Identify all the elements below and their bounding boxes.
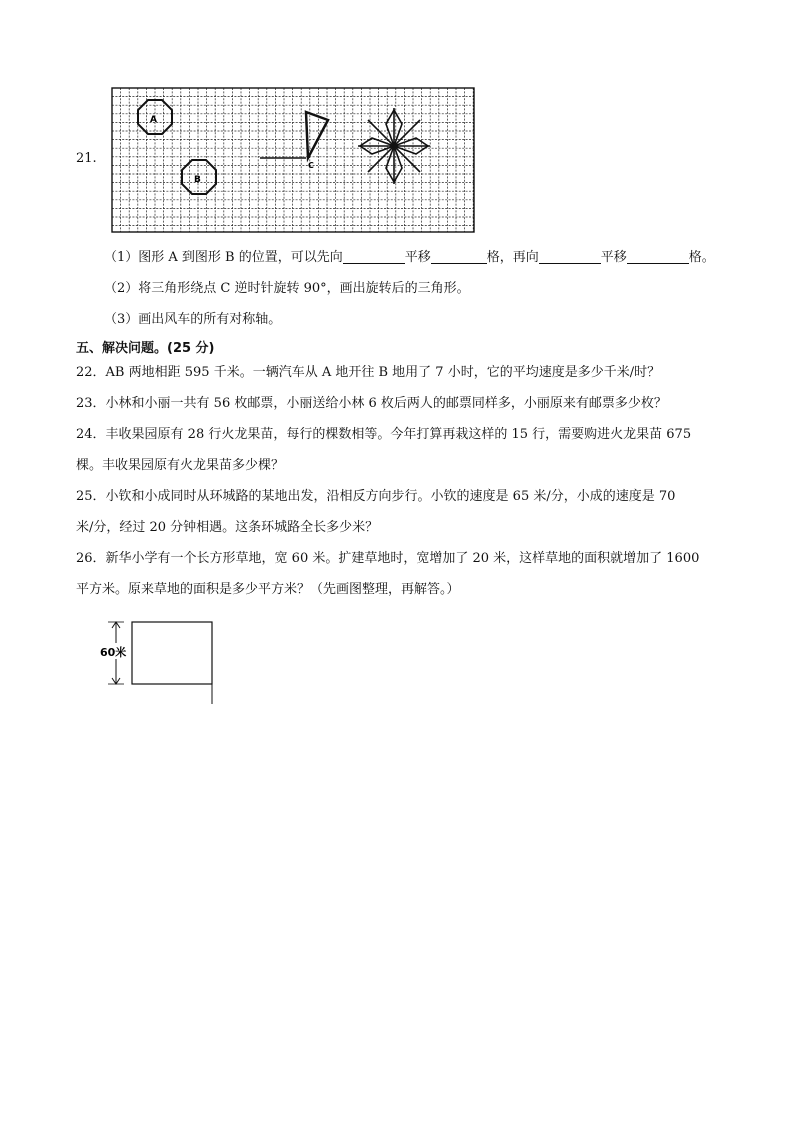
q21-sub1-text-3: 格，再向 [486, 250, 539, 265]
q24-line1: 24．丰收果园原有 28 行火龙果苗，每行的棵数相等。今年打算再栽这样的 15 行，需要购进火龙果苗 675 [76, 427, 692, 442]
blank-1[interactable] [343, 249, 405, 264]
q21-sub1-text-5: 格。 [688, 250, 715, 265]
windmill-figure [358, 108, 430, 184]
width-label: 60米 [100, 646, 127, 659]
q23-text: 23．小林和小丽一共有 56 枚邮票，小丽送给小林 6 枚后两人的邮票同样多，小丽原来有邮票多少枚？ [76, 396, 667, 411]
blank-4[interactable] [627, 249, 689, 264]
q21-sub1-text-2: 平移 [404, 250, 431, 265]
q22-text: 22．AB 两地相距 595 千米。一辆汽车从 A 地开往 B 地用了 7 小时，它的平均速度是多少千米/时？ [76, 365, 661, 380]
q21-sub3: （3）画出风车的所有对称轴。 [104, 312, 282, 327]
triangle-c [306, 112, 328, 158]
q21-sub2: （2）将三角形绕点 C 逆时针旋转 90°，画出旋转后的三角形。 [104, 281, 470, 296]
q26-line2: 平方米。原来草地的面积是多少平方米？（先画图整理，再解答。） [76, 582, 460, 597]
q21-sub1-text-4: 平移 [600, 250, 627, 265]
grid-lines [112, 88, 474, 232]
label-b: B [194, 175, 201, 185]
q25-line2: 米/分，经过 20 分钟相遇。这条环城路全长多少米？ [76, 520, 379, 535]
rectangle-diagram [98, 616, 222, 708]
section-title: 五、解决问题。(25 分) [76, 341, 215, 356]
label-c: C [308, 161, 314, 170]
q21-number: 21. [76, 151, 97, 166]
q25-line1: 25．小钦和小成同时从环城路的某地出发，沿相反方向步行。小钦的速度是 65 米/分，小成的速度是 70 [76, 489, 676, 504]
label-a: A [150, 115, 157, 125]
q21-sub1-text-1: （1）图形 A 到图形 B 的位置，可以先向 [104, 250, 343, 265]
q21-sub1 [104, 249, 715, 267]
blank-2[interactable] [431, 249, 487, 264]
grid-figure [110, 86, 478, 236]
q26-line1: 26．新华小学有一个长方形草地，宽 60 米。扩建草地时，宽增加了 20 米，这样草地的面积就增加了 1600 [76, 551, 700, 566]
blank-3[interactable] [539, 249, 601, 264]
q24-line2: 棵。丰收果园原有火龙果苗多少棵？ [76, 458, 285, 473]
original-field-rect [132, 622, 212, 684]
